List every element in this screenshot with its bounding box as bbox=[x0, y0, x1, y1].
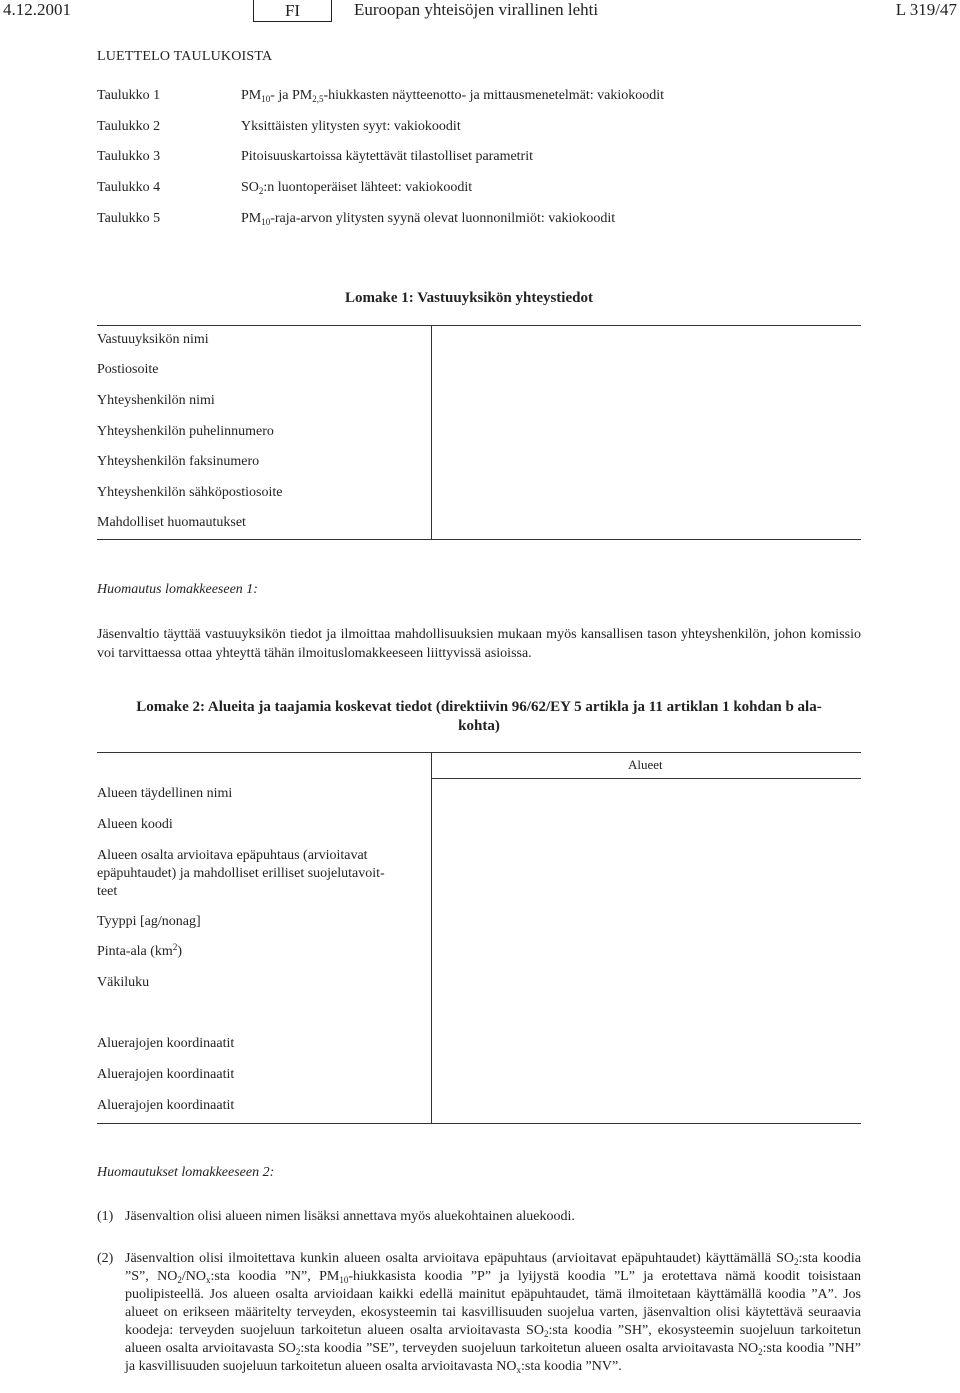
form1-row-label: Yhteyshenkilön nimi bbox=[97, 393, 215, 408]
header-page-number: L 319/47 bbox=[895, 0, 957, 19]
form2-notes-title: Huomautukset lomakkeeseen 2: bbox=[97, 1165, 275, 1180]
form1-row-label: Yhteyshenkilön puhelinnumero bbox=[97, 424, 274, 439]
form1-row-label: Vastuuyksikön nimi bbox=[97, 332, 209, 347]
note-number: (2) bbox=[97, 1251, 114, 1266]
table-description: $PM_{10}-$ ja $PM_{2,5}$-hiukkasten näytteenotto- ja mittausmenetelmät: vakiokoodit bbox=[241, 88, 665, 104]
form2-row-label: Tyyppi [ag/nonag] bbox=[97, 914, 201, 929]
table-description: Yksittäisten ylitysten syyt: vakiokoodit bbox=[241, 119, 461, 134]
header-date: 4.12.2001 bbox=[3, 0, 71, 19]
form1-note-text: Jäsenvaltio täyttää vastuuyksikön tiedot ja ilmoittaa mahdollisuuksien mukaan myös kansallisen tason yhteyshenkilön, johon komissio voi tarvittaessa ottaa yhteyttä tähän ilmoituslomakkeeseen liittyvissä asioissa. bbox=[97, 627, 861, 661]
form1-row-label: Postiosoite bbox=[97, 362, 159, 377]
form2-row-label: Alueen koodi bbox=[97, 817, 173, 832]
table-description: Pitoisuuskartoissa käytettävät tilastolliset parametrit bbox=[241, 149, 533, 164]
form2-row-label: Alueen osalta arvioitava epäpuhtaus (arvioitavat epäpuhtaudet) ja mahdolliset erilliset suojelutavoit- teet bbox=[97, 848, 385, 899]
form2-row-label: Aluerajojen koordinaatit bbox=[97, 1067, 235, 1082]
table-label: Taulukko 4 bbox=[97, 180, 161, 195]
table-list-title: LUETTELO TAULUKOISTA bbox=[97, 49, 273, 64]
form2-column-header: Alueet bbox=[628, 757, 663, 772]
table-label: Taulukko 3 bbox=[97, 149, 161, 164]
note-number: (1) bbox=[97, 1209, 114, 1224]
form2-row-label: Aluerajojen koordinaatit bbox=[97, 1036, 235, 1051]
note-text: Jäsenvaltion olisi alueen nimen lisäksi annettava myös aluekohtainen aluekoodi. bbox=[125, 1209, 575, 1224]
note-text: Jäsenvaltion olisi ilmoitettava kunkin alueen osalta arvioitava epäpuhtaus (arvioitavat epäpuhtaudet) käyttämällä $SO_2:sta$ koodia ”S”, $NO_2/NO_x:sta$ koodia ”N”, $PM_{10}$-hiukkasista koodia ”P” ja lyijystä koodia ”L” ja erotettava nämä koodit toisistaan puolipisteellä. Jos alueen osalta arvioidaan kaikki edellä mainitut epäpuhtaudet, tämä ilmoitetaan käyttämällä koodia ”A”. Jos alueet on erikseen määritelty terveyden, ekosysteemin tai kasvillisuuden suojelua varten, jäsenvaltion olisi käytettävä seuraavia koodeja: terveyden suojeluun tarkoitetun alueen osalta arvioitavasta $SO_2:sta$ koodia ”SH”, ekosysteemin suojeluun tarkoitetun alueen osalta arvioitavasta $SO_2:sta$ koodia ”SE”, terveyden suojeluun tarkoitetun alueen osalta arvioitavasta $NO_2:sta$ koodia ”NH” ja kasvillisuuden suojeluun tarkoitetun alueen osalta arvioitavasta $NO_x:sta$ koodia ”NV”. bbox=[125, 1251, 862, 1375]
table-label: Taulukko 2 bbox=[97, 119, 161, 134]
form1-title: Lomake 1: Vastuuyksikön yhteystiedot bbox=[345, 290, 593, 306]
form1-row-label: Mahdolliset huomautukset bbox=[97, 515, 246, 530]
form2-row-label: Aluerajojen koordinaatit bbox=[97, 1098, 235, 1113]
table-description: $SO_2:n$ luontoperäiset lähteet: vakiokoodit bbox=[241, 180, 473, 196]
form2-row-label: Alueen täydellinen nimi bbox=[97, 786, 233, 801]
form2-title: Lomake 2: Alueita ja taajamia koskevat tiedot (direktiivin 96/62/EY 5 artikla ja 11 artiklan 1 kohdan b ala- kohta) bbox=[136, 699, 822, 734]
table-label: Taulukko 1 bbox=[97, 88, 161, 103]
form1-note-title: Huomautus lomakkeeseen 1: bbox=[97, 582, 258, 597]
table-label: Taulukko 5 bbox=[97, 211, 161, 226]
form1-row-label: Yhteyshenkilön faksinumero bbox=[97, 454, 260, 469]
table-description: $PM_{10}-raja$-arvon ylitysten syynä olevat luonnonilmiöt: vakiokoodit bbox=[241, 211, 616, 227]
form1-row-label: Yhteyshenkilön sähköpostiosoite bbox=[97, 485, 283, 500]
header-language-box: FI bbox=[253, 0, 332, 22]
form2-note-2 bbox=[97, 1250, 861, 1376]
header-journal-title: Euroopan yhteisöjen virallinen lehti bbox=[354, 0, 599, 19]
form2-row-label: Pinta-ala $(km^2)$ bbox=[97, 942, 182, 959]
form2-note-1 bbox=[97, 1208, 861, 1226]
form2-row-label: Väkiluku bbox=[97, 975, 150, 990]
